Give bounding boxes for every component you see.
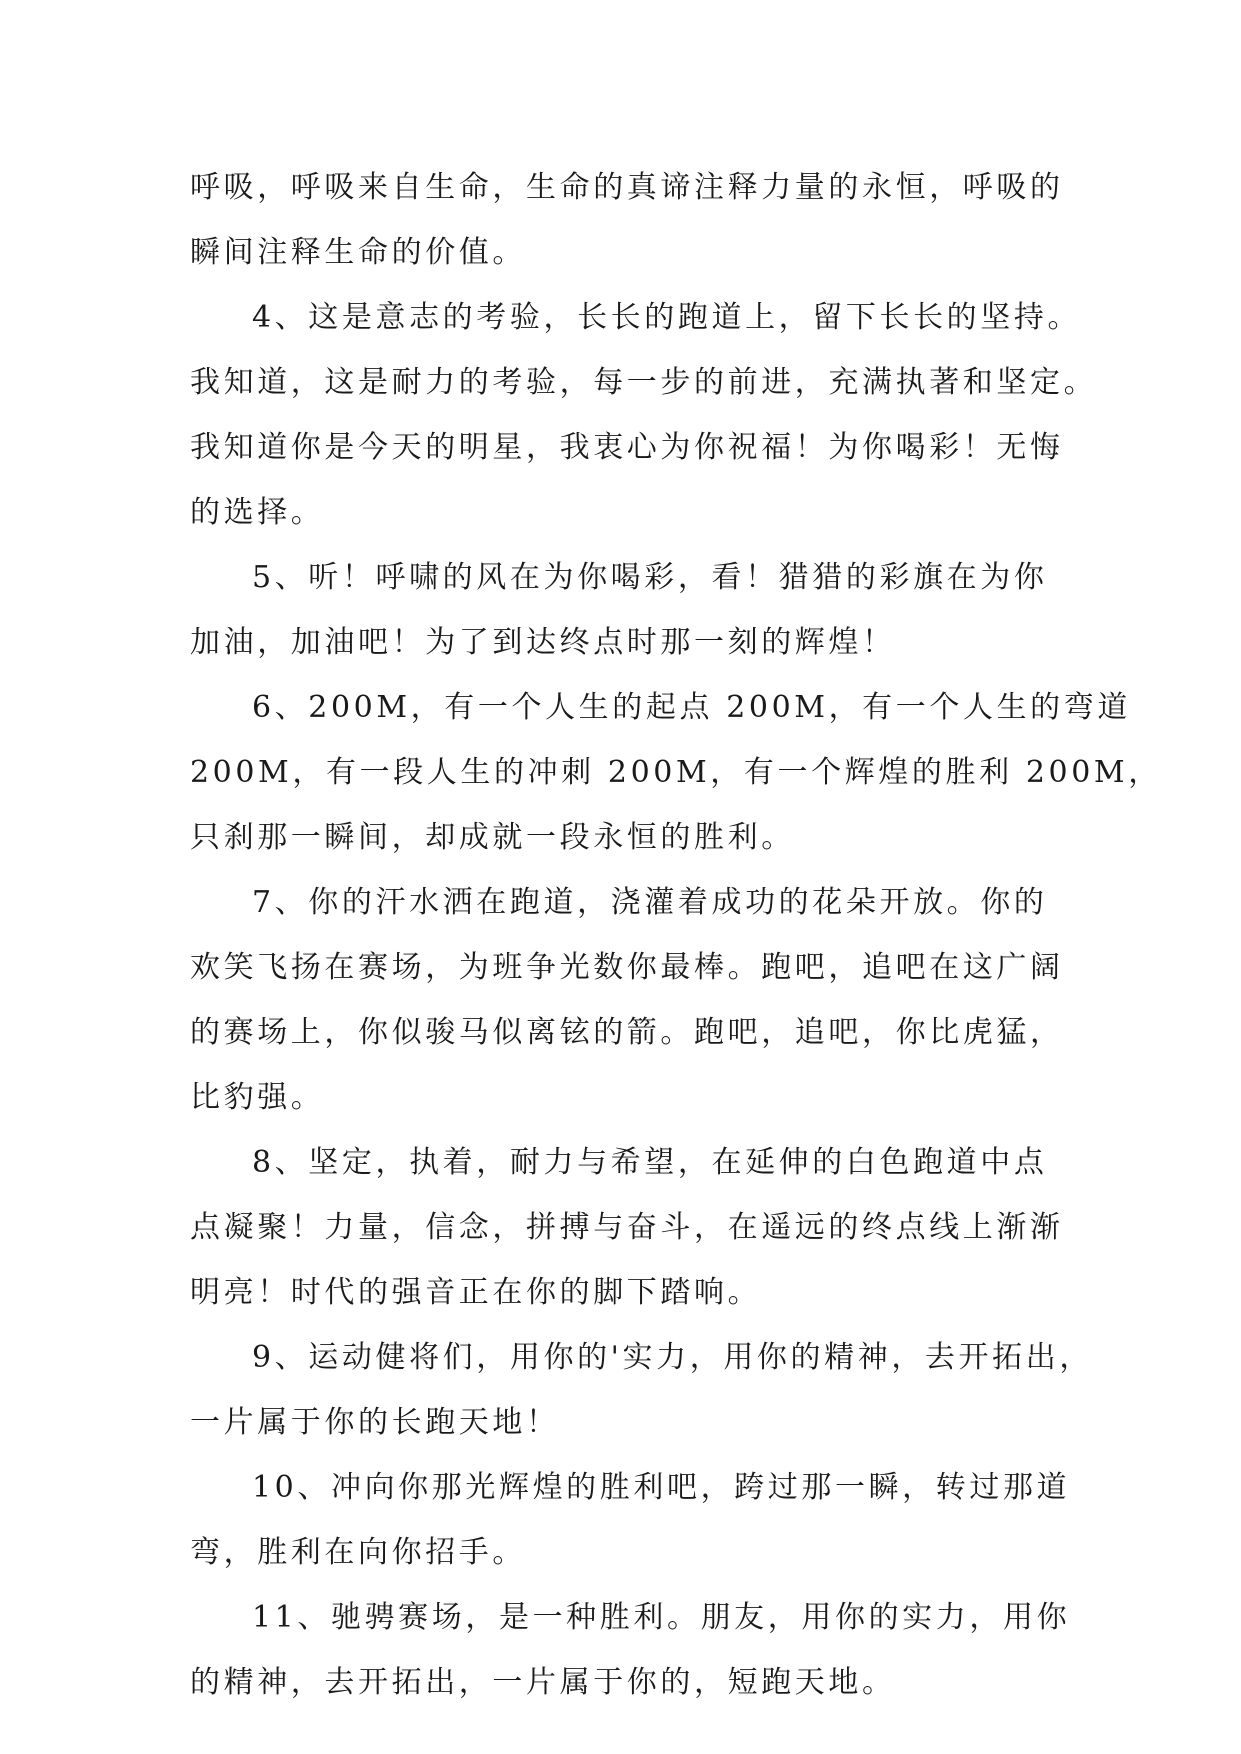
paragraph-item-4 bbox=[190, 285, 1098, 545]
paragraph-item-5 bbox=[190, 545, 1070, 675]
text-line: 7、你的汗水洒在跑道，浇灌着成功的花朵开放。你的 bbox=[252, 885, 1048, 920]
text-line: 瞬间注释生命的价值。 bbox=[190, 235, 526, 270]
text-line: 8、坚定，执着，耐力与希望，在延伸的白色跑道中点 bbox=[252, 1145, 1048, 1180]
text-line: 200M，有一段人生的冲刺 200M，有一个辉煌的胜利 200M， bbox=[190, 755, 1162, 790]
paragraph-item-6 bbox=[190, 675, 1162, 870]
text-line: 一片属于你的长跑天地！ bbox=[190, 1405, 560, 1440]
paragraph-item-7 bbox=[190, 870, 1070, 1130]
text-line: 的精神，去开拓出，一片属于你的，短跑天地。 bbox=[190, 1665, 896, 1700]
paragraph-item-10 bbox=[190, 1455, 1070, 1585]
text-line: 10、冲向你那光辉煌的胜利吧，跨过那一瞬，转过那道 bbox=[252, 1470, 1071, 1505]
text-line: 的选择。 bbox=[190, 495, 325, 530]
text-line: 11、驰骋赛场，是一种胜利。朋友，用你的实力，用你 bbox=[252, 1600, 1071, 1635]
text-line: 6、200M，有一个人生的起点 200M，有一个人生的弯道 bbox=[252, 690, 1131, 725]
text-line: 只刹那一瞬间，却成就一段永恒的胜利。 bbox=[190, 820, 795, 855]
paragraph-item-9 bbox=[190, 1325, 1093, 1455]
text-line: 呼吸，呼吸来自生命，生命的真谛注释力量的永恒，呼吸的 bbox=[190, 170, 1064, 205]
paragraph-item-8 bbox=[190, 1130, 1070, 1325]
text-line: 点凝聚！力量，信念，拼搏与奋斗，在遥远的终点线上渐渐 bbox=[190, 1210, 1064, 1245]
document-page bbox=[190, 155, 1162, 1715]
text-line: 加油，加油吧！为了到达终点时那一刻的辉煌！ bbox=[190, 625, 896, 660]
text-line: 4、这是意志的考验，长长的跑道上，留下长长的坚持。 bbox=[252, 300, 1082, 335]
paragraph-item-11 bbox=[190, 1585, 1070, 1715]
text-line: 9、运动健将们，用你的'实力，用你的精神，去开拓出， bbox=[252, 1340, 1093, 1375]
text-line: 明亮！时代的强音正在你的脚下踏响。 bbox=[190, 1275, 762, 1310]
text-line: 5、听！呼啸的风在为你喝彩，看！猎猎的彩旗在为你 bbox=[252, 560, 1048, 595]
text-line: 弯，胜利在向你招手。 bbox=[190, 1535, 526, 1570]
text-line: 欢笑飞扬在赛场，为班争光数你最棒。跑吧，追吧在这广阔 bbox=[190, 950, 1064, 985]
text-line: 比豹强。 bbox=[190, 1080, 325, 1115]
text-line: 的赛场上，你似骏马似离铉的箭。跑吧，追吧，你比虎猛， bbox=[190, 1015, 1064, 1050]
text-line: 我知道你是今天的明星，我衷心为你祝福！为你喝彩！无悔 bbox=[190, 430, 1064, 465]
text-line: 我知道，这是耐力的考验，每一步的前进，充满执著和坚定。 bbox=[190, 365, 1098, 400]
paragraph-breath bbox=[190, 155, 1070, 285]
